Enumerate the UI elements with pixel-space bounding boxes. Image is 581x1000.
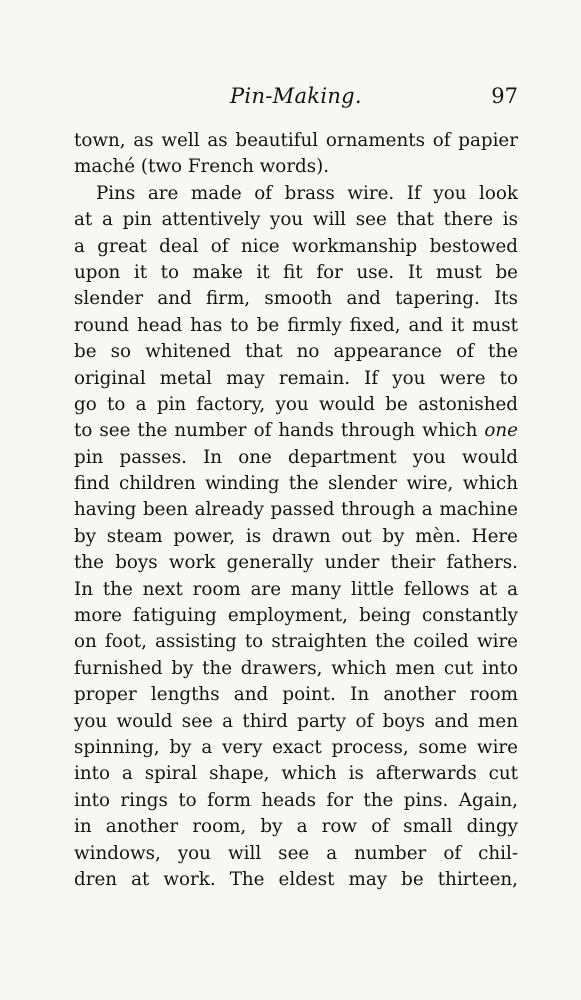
text-line: be so whitened that no appearance of the (74, 341, 518, 363)
text-line: round head has to be firmly fixed, and it must (74, 314, 518, 336)
text-line: town, as well as beautiful ornaments of papier (74, 130, 518, 151)
text-line: Pins are made of brass wire. If you look (96, 182, 518, 204)
text-line: more fatiguing employment, being constantly (74, 605, 518, 627)
text-line: In the next room are many little fellows at a (74, 578, 518, 600)
running-title: Pin-Making. (230, 84, 362, 108)
text-line: furnished by the drawers, which men cut into (74, 657, 518, 679)
text-line: slender and firm, smooth and tapering. Its (74, 288, 518, 310)
text-line: proper lengths and point. In another room (74, 684, 518, 706)
text-line: into rings to form heads for the pins. Again, (74, 789, 518, 811)
text-line: maché (two French words). (74, 156, 330, 178)
text-line: windows, you will see a number of chil- (74, 842, 518, 864)
text-line (74, 418, 518, 444)
text-line: upon it to make it fit for use. It must be (74, 261, 518, 283)
text-line: by steam power, is drawn out by mèn. Here (74, 525, 518, 547)
text-line-segment: to see the number of hands through which (74, 420, 478, 442)
text-line: on foot, assisting to straighten the coiled wire (74, 631, 518, 653)
text-line: in another room, by a row of small dingy (74, 816, 518, 838)
text-line: you would see a third party of boys and men (74, 710, 518, 732)
running-head (74, 84, 518, 114)
italic-word: one (484, 420, 518, 442)
text-line: a great deal of nice workmanship bestowed (74, 235, 518, 257)
text-line: original metal may remain. If you were to (74, 367, 518, 389)
text-line: go to a pin factory, you would be astonished (74, 393, 518, 415)
body-text (74, 128, 518, 893)
text-line: pin passes. In one department you would (74, 446, 518, 468)
text-line: having been already passed through a machine (74, 499, 518, 521)
text-line: dren at work. The eldest may be thirteen, (74, 868, 518, 890)
text-line: at a pin attentively you will see that there is (74, 209, 518, 231)
text-line: into a spiral shape, which is afterwards cut (74, 763, 518, 785)
text-line: the boys work generally under their fathers. (74, 552, 518, 574)
text-line: spinning, by a very exact process, some wire (74, 736, 518, 758)
page-number: 97 (491, 84, 518, 108)
text-line: find children winding the slender wire, which (74, 473, 518, 495)
